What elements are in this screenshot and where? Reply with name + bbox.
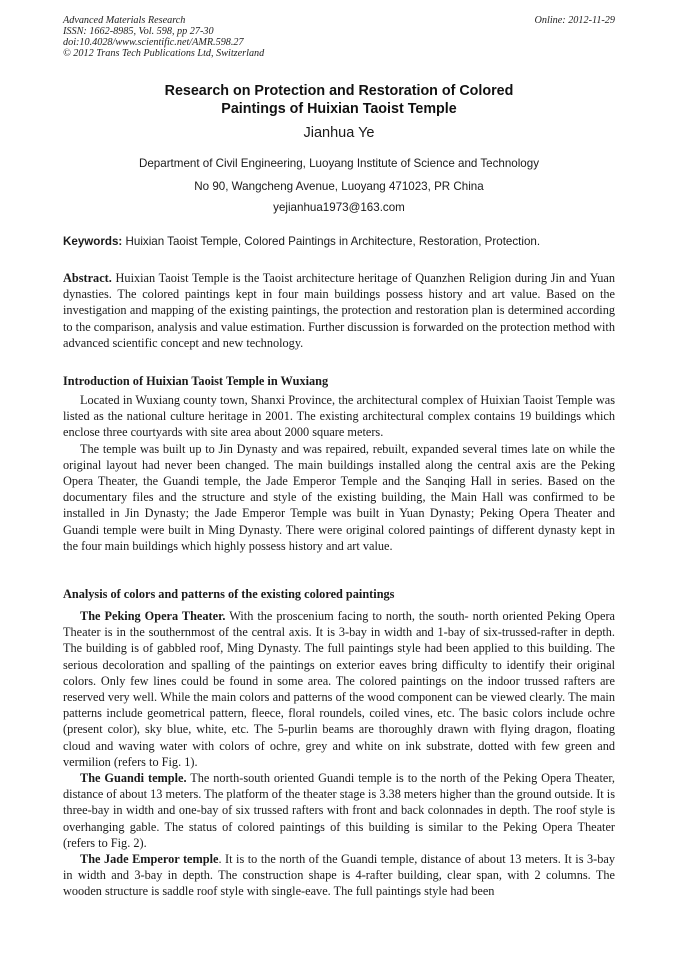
- journal-header: [63, 15, 615, 59]
- affiliation-department: Department of Civil Engineering, Luoyang Institute of Science and Technology: [138, 157, 540, 170]
- section1-para-2: The temple was built up to Jin Dynasty and was repaired, rebuilt, expanded several times late on while the original layout had never been changed. The main buildings installed along the central axis are the Peking Opera Theater, the Guandi temple, the Jade Emperor Temple and the Sanqing Hall in series. Based on the documentary files and the structure and style of the existing building, the Main Hall was confirmed to be installed in Jin Dynasty; the Jade Emperor Temple was built in Yuan Dynasty; Peking Opera Theater and Guandi temple were built in Ming Dynasty. There were original colored paintings of different dynasty kept in the four main buildings which highly possess history and art value.: [63, 441, 615, 553]
- title-line-2: Paintings of Huixian Taoist Temple: [221, 101, 457, 117]
- section1-body: [63, 392, 615, 554]
- doi-line: doi:10.4028/www.scientific.net/AMR.598.27: [63, 37, 244, 48]
- issn-line: ISSN: 1662-8985, Vol. 598, pp 27-30: [63, 26, 214, 37]
- para1-text: With the proscenium facing to north, the south- north oriented Peking Opera Theater is in the southernmost of the central axis. It is 3-bay in width and 1-bay of six-trussed-rafter in depth. The building is of gabbled roof, Ming Dynasty. The full paintings style had been applied to this building. The serious decoloration and spalling of the paintings on exterior eaves bring difficulty to identify their original colors. Only few lines could be found in some area. The colored paintings on the indoor trussed rafters are reserved very well. While the main colors and patterns of the wood component can be viewed clearly. The main patterns include geometrical pattern, fleece, floral roundels, coiled vines, etc. The basic colors include ochre (present color), sky blue, white, etc. The 5-purlin beams are thoroughly drawn with flying dragon, floating cloud and waving water with colors of ochre, grey and white on ink substrate, dotted with few green and vermilion (refers to Fig. 1).: [63, 609, 615, 769]
- para3-text: . It is to the north of the Guandi temple, distance of about 13 meters. It is 3-bay in width and 3-bay in depth. The construction shape is 4-rafter building, clear span, with 2 columns. The wooden structure is saddle roof style with single-eave. The full paintings style had been: [63, 852, 616, 899]
- section2-para-1: [63, 608, 615, 770]
- abstract-label: Abstract.: [63, 271, 112, 285]
- title-line-1: Research on Protection and Restoration of Colored: [164, 83, 514, 99]
- author-name: Jianhua Ye: [303, 125, 375, 141]
- paper-title: [63, 82, 615, 118]
- keywords-text: Huixian Taoist Temple, Colored Paintings in Architecture, Restoration, Protection.: [122, 235, 541, 248]
- affiliation-address: No 90, Wangcheng Avenue, Luoyang 471023, PR China: [194, 180, 484, 193]
- section2-para-3: [63, 851, 615, 900]
- section2-body: [63, 608, 615, 900]
- section2-heading: Analysis of colors and patterns of the existing colored paintings: [63, 587, 395, 601]
- section2-para-2: [63, 770, 615, 851]
- para1-label: The Peking Opera Theater.: [80, 609, 226, 623]
- online-date: Online: 2012-11-29: [534, 15, 615, 26]
- para2-text: The north-south oriented Guandi temple is to the north of the Peking Opera Theater, distance of about 13 meters. The platform of the theater stage is 3.38 meters higher than the ground outside. It is three-bay in width and one-bay of six trussed rafters with front and back colonnades in depth. The roof style is overhanging gable. The status of colored paintings of this building is similar to the Peking Opera Theater (refers to Fig. 2).: [63, 771, 615, 850]
- abstract-text: Huixian Taoist Temple is the Taoist architecture heritage of Quanzhen Religion during Jin and Yuan dynasties. The colored paintings kept in four main buildings possess history and art value. Based on the investigation and mapping of the existing paintings, the protection and restoration plan is determined according to the comparison, analysis and value estimation. Further discussion is forwarded on the protection method with advanced scientific concept and new technology.: [63, 271, 615, 350]
- abstract: [63, 270, 615, 351]
- para2-label: The Guandi temple.: [80, 771, 187, 786]
- section1-para-1: Located in Wuxiang county town, Shanxi Province, the architectural complex of Huixian Taoist Temple was listed as the national culture heritage in 2001. The existing architectural complex contains 19 buildings which enclose three courtyards with site area about 2000 square meters.: [63, 393, 615, 440]
- header-left: [63, 15, 615, 59]
- section1-heading: Introduction of Huixian Taoist Temple in Wuxiang: [63, 374, 329, 388]
- journal-name: Advanced Materials Research: [63, 15, 186, 26]
- para3-label: The Jade Emperor temple: [80, 852, 219, 867]
- keywords-label: Keywords:: [63, 235, 123, 248]
- author-email: yejianhua1973@163.com: [273, 201, 405, 214]
- keywords: [63, 235, 623, 249]
- copyright-line: © 2012 Trans Tech Publications Ltd, Switzerland: [63, 48, 265, 59]
